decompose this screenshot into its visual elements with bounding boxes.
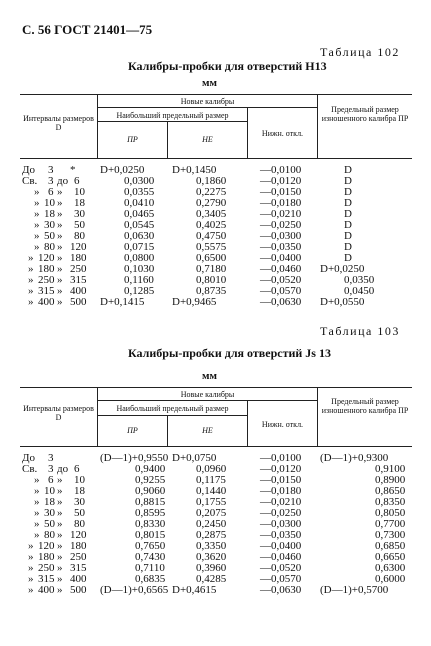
th-lower-dev: Нижн. откл. — [261, 420, 304, 429]
th-interval: Интервалы размеров D — [23, 114, 94, 132]
rule-head — [20, 446, 412, 447]
rule-v4 — [317, 387, 318, 446]
rule-head — [20, 158, 412, 159]
rule-top — [20, 94, 412, 95]
th-lower-dev: Нижн. откл. — [261, 129, 304, 138]
page-header: С. 56 ГОСТ 21401—75 — [22, 22, 153, 37]
rule-max — [98, 415, 247, 416]
rule-max — [98, 121, 247, 122]
rule-new — [98, 400, 317, 401]
table-caption: Таблица 103 — [320, 324, 400, 338]
rule-top — [20, 387, 412, 388]
unit-label: мм — [202, 77, 217, 89]
th-interval: Интервалы размеров D — [23, 404, 94, 422]
th-worn: Предельный размер изношенного калибра ПР — [321, 105, 409, 123]
th-new: Новые калибры — [180, 97, 235, 106]
unit-label: мм — [202, 370, 217, 382]
table-title: Калибры-пробки для отверстий Js 13 — [128, 346, 331, 360]
th-max: Наибольший предельный размер — [116, 111, 229, 120]
th-ne: НЕ — [202, 426, 213, 435]
rule-v4 — [317, 94, 318, 158]
th-new: Новые калибры — [180, 390, 235, 399]
th-pr: ПР — [127, 135, 138, 144]
table-caption: Таблица 102 — [320, 45, 400, 59]
rule-new — [98, 107, 317, 108]
th-ne: НЕ — [202, 135, 213, 144]
th-max: Наибольший предельный размер — [116, 404, 229, 413]
th-pr: ПР — [127, 426, 138, 435]
th-worn: Предельный размер изношенного калибра ПР — [321, 397, 409, 415]
table-title: Калибры-пробки для отверстий Н13 — [128, 59, 327, 73]
